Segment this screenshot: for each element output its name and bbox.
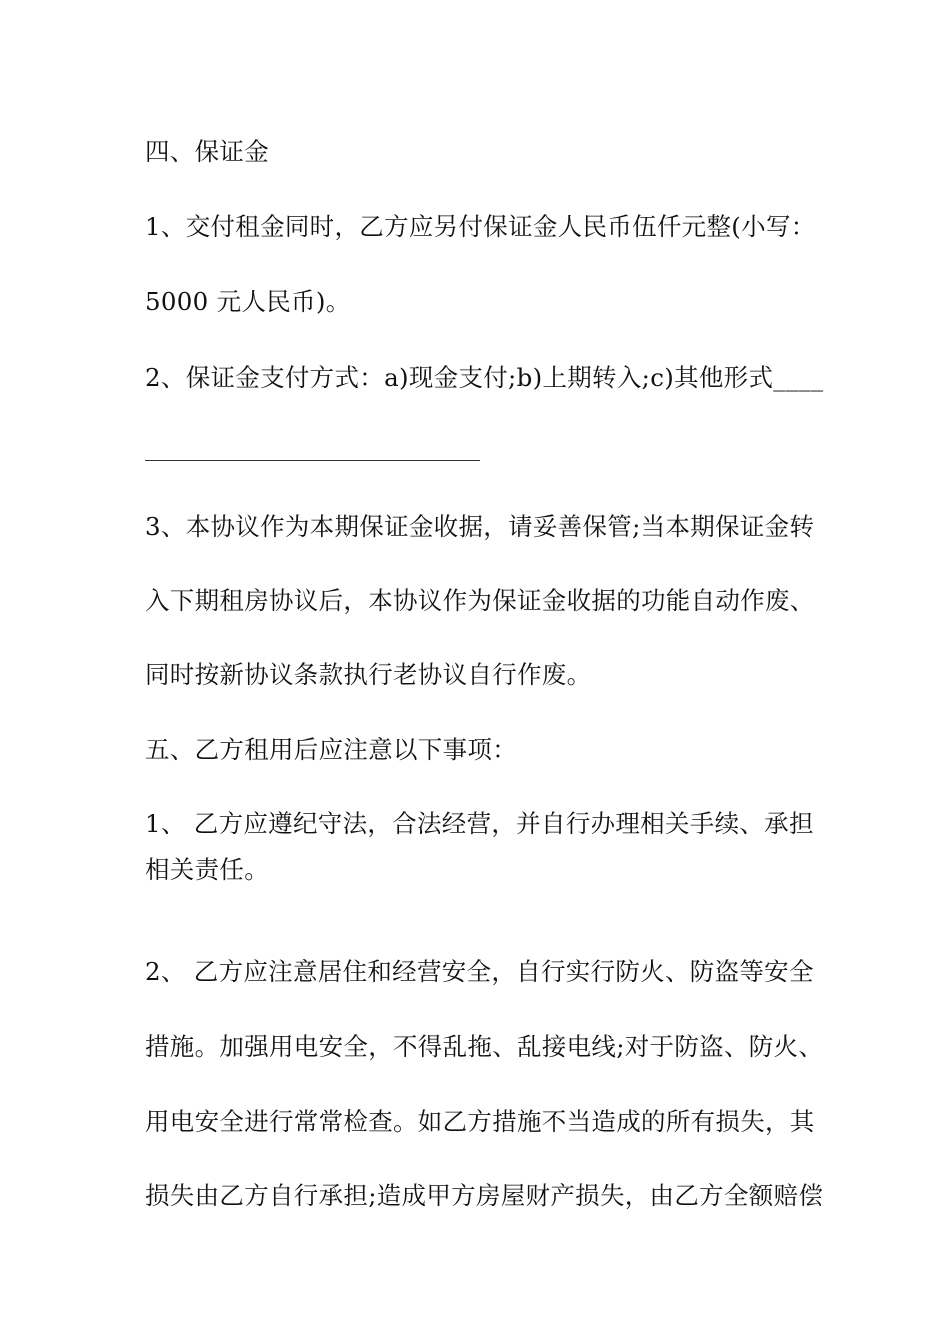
paragraph-line: 1、 乙方应遵纪守法，合法经营，并自行办理相关手续、承担 xyxy=(145,809,814,838)
paragraph-line: 入下期租房协议后，本协议作为保证金收据的功能自动作废、 xyxy=(145,586,815,615)
fill-in-blank-line xyxy=(145,460,480,461)
paragraph-line: 相关责任。 xyxy=(145,855,269,884)
paragraph-line: 损失由乙方自行承担;造成甲方房屋财产损失，由乙方全额赔偿 xyxy=(145,1181,824,1210)
paragraph-line: 2、 乙方应注意居住和经营安全，自行实行防火、防盗等安全 xyxy=(145,957,814,986)
paragraph-line: 3、本协议作为本期保证金收据，请妥善保管;当本期保证金转 xyxy=(145,512,815,541)
section-heading-deposit: 四、保证金 xyxy=(145,137,269,166)
section-heading-notes: 五、乙方租用后应注意以下事项： xyxy=(145,735,517,764)
paragraph-line: 用电安全进行常常检查。如乙方措施不当造成的所有损失，其 xyxy=(145,1107,815,1136)
paragraph-line: 措施。加强用电安全，不得乱拖、乱接电线;对于防盗、防火、 xyxy=(145,1032,824,1061)
paragraph-line: 1、交付租金同时，乙方应另付保证金人民币伍仟元整(小写： xyxy=(145,212,816,241)
paragraph-line: 5000 元人民币)。 xyxy=(145,287,351,316)
paragraph-line: 同时按新协议条款执行老协议自行作废。 xyxy=(145,660,592,689)
paragraph-line: 2、保证金支付方式：a)现金支付;b)上期转入;c)其他形式____ xyxy=(145,363,824,392)
